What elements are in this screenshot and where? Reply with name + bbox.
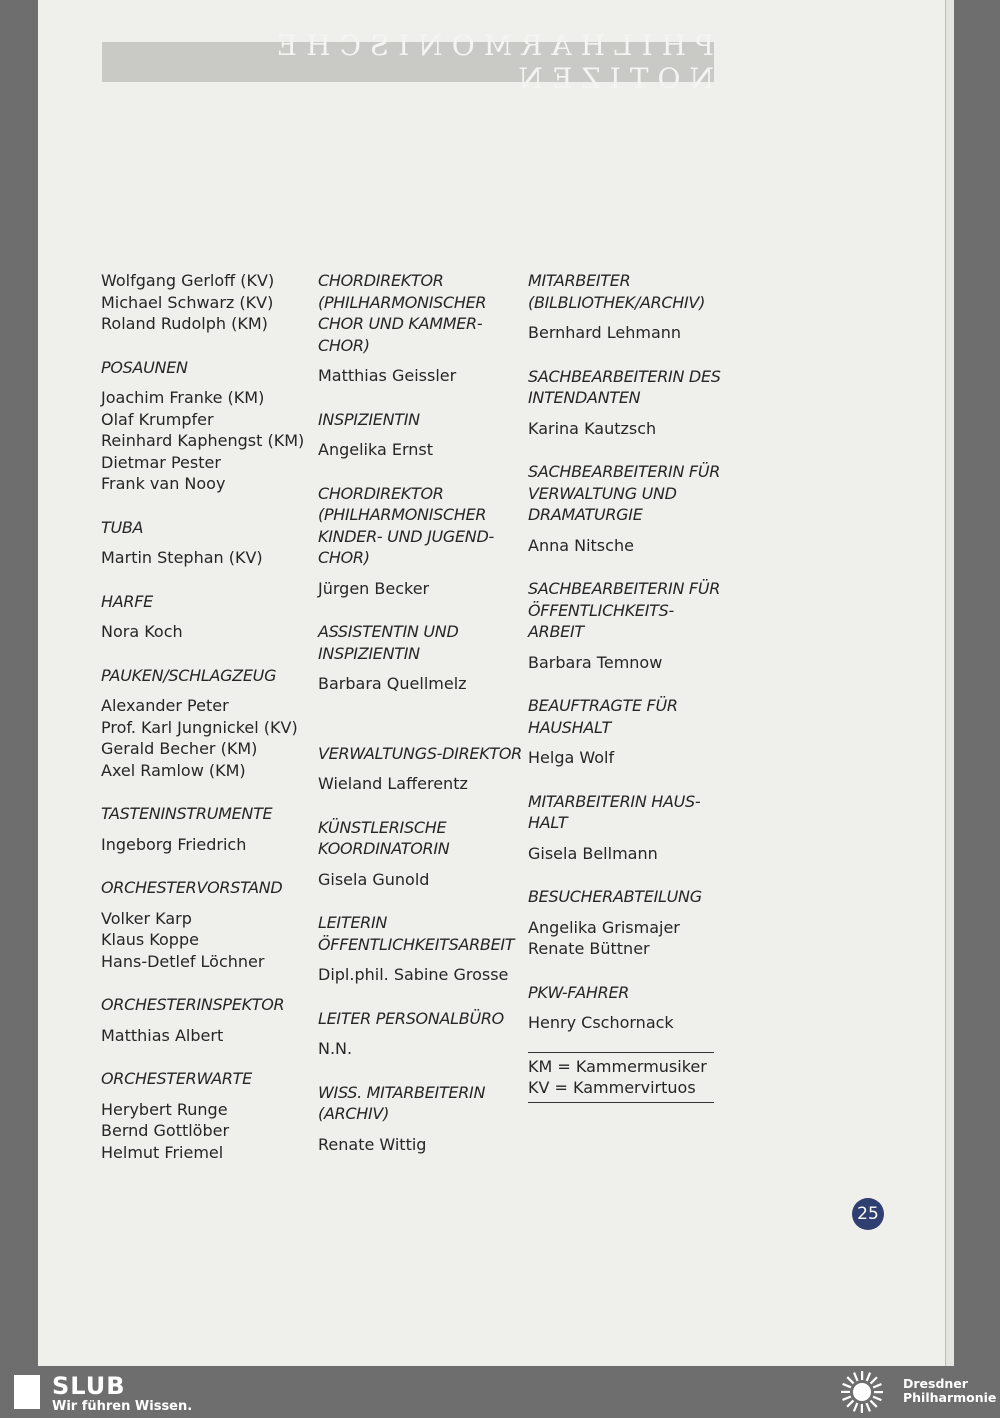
person-name: Dietmar Pester: [101, 452, 221, 472]
person-name: Angelika Ernst: [318, 440, 434, 459]
section-heading: INSPIZIENTIN: [318, 409, 420, 429]
section-heading: SACHBEARBEITERIN FÜR VERWALTUNG UND DRAMATURGIE: [528, 462, 721, 524]
partner-name: [903, 1377, 996, 1405]
logo-ray: [870, 1376, 878, 1384]
partner-line-1: Dresdner: [903, 1376, 968, 1391]
legend-rule: [528, 1102, 714, 1103]
section-heading: VERWALTUNGS-DIREKTOR: [318, 743, 522, 763]
section: [101, 877, 311, 972]
logo-ray: [842, 1395, 851, 1400]
person-name: Bernd Gottlöber: [101, 1121, 230, 1140]
person-name: Herybert Runge: [101, 1099, 228, 1119]
person-name: Nora Koch: [101, 622, 183, 641]
person-name: Matthias Albert: [101, 1025, 224, 1045]
section: [101, 1068, 311, 1163]
page-number-badge: [852, 1198, 884, 1230]
person-name: Renate Wittig: [318, 1134, 427, 1154]
logo-ray: [853, 1403, 858, 1412]
section-heading: POSAUNEN: [101, 357, 188, 377]
person-name: Reinhard Kaphengst (KM): [101, 431, 305, 450]
page-number: 25: [857, 1204, 879, 1224]
person-name: Ingeborg Friedrich: [101, 834, 247, 854]
footer-bar: [0, 1366, 1000, 1418]
section: [318, 1082, 523, 1156]
person-name: Dipl.phil. Sabine Grosse: [318, 965, 509, 984]
section-heading: ASSISTENTIN UND INSPIZIENTIN: [318, 622, 459, 663]
person-name: Hans-Detlef Löchner: [101, 951, 265, 971]
abbreviation-legend: [528, 1052, 728, 1103]
section-heading: MITARBEITER (BILBLIOTHEK/ARCHIV): [528, 271, 706, 312]
person-name: Volker Karp: [101, 908, 192, 928]
section-heading: PAUKEN/SCHLAGZEUG: [101, 665, 277, 685]
section-heading: HARFE: [101, 591, 153, 611]
slub-name: SLUB: [52, 1372, 126, 1400]
person-name: Prof. Karl Jungnickel (KV): [101, 717, 298, 737]
section: [528, 461, 728, 556]
person-name: Gerald Becher (KM): [101, 739, 258, 758]
section: [528, 366, 728, 440]
section-heading: BESUCHERABTEILUNG: [528, 887, 702, 906]
section: [528, 270, 728, 344]
section: [101, 270, 311, 335]
person-name: Bernhard Lehmann: [528, 323, 682, 342]
section: [318, 270, 523, 387]
slub-tagline: Wir führen Wissen.: [52, 1399, 193, 1414]
person-name: Roland Rudolph (KM): [101, 314, 268, 333]
logo-ray: [861, 1404, 863, 1413]
section-heading: LEITER PERSONALBÜRO: [318, 1008, 504, 1028]
logo-ray: [842, 1383, 851, 1388]
section-heading: CHORDIREKTOR (PHILHARMONISCHER CHOR UND KAMMER-CHOR): [318, 271, 487, 355]
section: [528, 578, 728, 673]
person-name: Alexander Peter: [101, 696, 229, 715]
person-name: Frank van Nooy: [101, 474, 226, 493]
partner-line-2: Philharmonie: [903, 1390, 997, 1405]
section: [101, 591, 311, 643]
person-name: Wolfgang Gerloff (KV): [101, 271, 275, 290]
logo-ray: [846, 1376, 854, 1384]
person-name: Karina Kautzsch: [528, 418, 657, 438]
person-name: Angelika Grismajer: [528, 917, 680, 937]
section-heading: SACHBEARBEITERIN DES INTENDANTEN: [528, 366, 721, 407]
column-2: [318, 270, 523, 1171]
logo-ray: [865, 1403, 870, 1412]
page-header-title: PHILHARMONISCHE NOTIZEN: [267, 29, 714, 95]
person-name: Henry Cschornack: [528, 1013, 674, 1032]
person-name: Axel Ramlow (KM): [101, 760, 246, 780]
section: [101, 994, 311, 1046]
section: [101, 803, 311, 855]
logo-ray: [861, 1371, 863, 1380]
section: [318, 817, 523, 891]
person-name: Joachim Franke (KM): [101, 388, 265, 407]
section-heading: ORCHESTERWARTE: [101, 1069, 252, 1088]
page-edge: [945, 0, 954, 1366]
name-list: [101, 270, 311, 335]
column-3: [528, 270, 728, 1106]
person-name: Barbara Quellmelz: [318, 674, 467, 693]
person-name: Gisela Bellmann: [528, 843, 658, 863]
person-name: Barbara Temnow: [528, 652, 663, 672]
logo-ray: [874, 1391, 883, 1393]
section: [528, 695, 728, 769]
section: [528, 886, 728, 960]
section: [318, 409, 523, 461]
sunburst-logo-icon: [840, 1370, 884, 1414]
page-header-band: [102, 29, 714, 95]
logo-ray: [873, 1383, 882, 1388]
person-name: Anna Nitsche: [528, 535, 634, 555]
section: [318, 743, 523, 795]
section: [318, 912, 523, 986]
logo-ray: [841, 1391, 850, 1393]
section: [528, 982, 728, 1034]
section: [528, 791, 728, 865]
section-heading: CHORDIREKTOR (PHILHARMONISCHER KINDER- UND JUGEND-CHOR): [318, 483, 494, 567]
logo-ray: [853, 1372, 858, 1381]
person-name: Olaf Krumpfer: [101, 409, 214, 429]
person-name: Martin Stephan (KV): [101, 548, 263, 567]
person-name: Helga Wolf: [528, 748, 615, 767]
legend-rule: [528, 1052, 714, 1053]
logo-ray: [866, 1372, 871, 1381]
column-1: [101, 270, 311, 1179]
section-heading: WISS. MITARBEITERIN (ARCHIV): [318, 1082, 486, 1123]
section-heading: LEITERIN ÖFFENTLICHKEITSARBEIT: [318, 913, 515, 954]
person-name: Wieland Lafferentz: [318, 774, 468, 793]
section-heading: ORCHESTERINSPEKTOR: [101, 995, 285, 1014]
legend-km: KM = Kammermusiker: [528, 1056, 707, 1076]
person-name: N.N.: [318, 1039, 353, 1058]
section-heading: BEAUFTRAGTE FÜR HAUSHALT: [528, 696, 678, 737]
section: [318, 621, 523, 695]
person-name: Renate Büttner: [528, 939, 650, 958]
person-name: Jürgen Becker: [318, 578, 430, 598]
section-heading: MITARBEITERIN HAUS-HALT: [528, 791, 701, 832]
person-name: Gisela Gunold: [318, 869, 430, 889]
section: [318, 1008, 523, 1060]
section-heading: KÜNSTLERISCHE KOORDINATORIN: [318, 817, 450, 858]
person-name: Helmut Friemel: [101, 1142, 224, 1162]
legend-kv: KV = Kammervirtuos: [528, 1078, 696, 1097]
section-heading: TUBA: [101, 517, 144, 537]
logo-ray: [846, 1400, 854, 1408]
section: [101, 517, 311, 569]
section-heading: TASTENINSTRUMENTE: [101, 804, 273, 823]
section: [101, 357, 311, 495]
person-name: Matthias Geissler: [318, 366, 457, 385]
slub-logo-icon: [14, 1375, 40, 1409]
section-heading: SACHBEARBEITERIN FÜR ÖFFENTLICHKEITS-ARBEIT: [528, 579, 721, 641]
section: [318, 483, 523, 600]
section-heading: ORCHESTERVORSTAND: [101, 878, 283, 897]
section-heading: PKW-FAHRER: [528, 982, 630, 1002]
section: [101, 665, 311, 782]
person-name: Michael Schwarz (KV): [101, 292, 274, 312]
person-name: Klaus Koppe: [101, 930, 199, 949]
logo-ray: [870, 1400, 878, 1408]
logo-ray: [873, 1396, 882, 1401]
